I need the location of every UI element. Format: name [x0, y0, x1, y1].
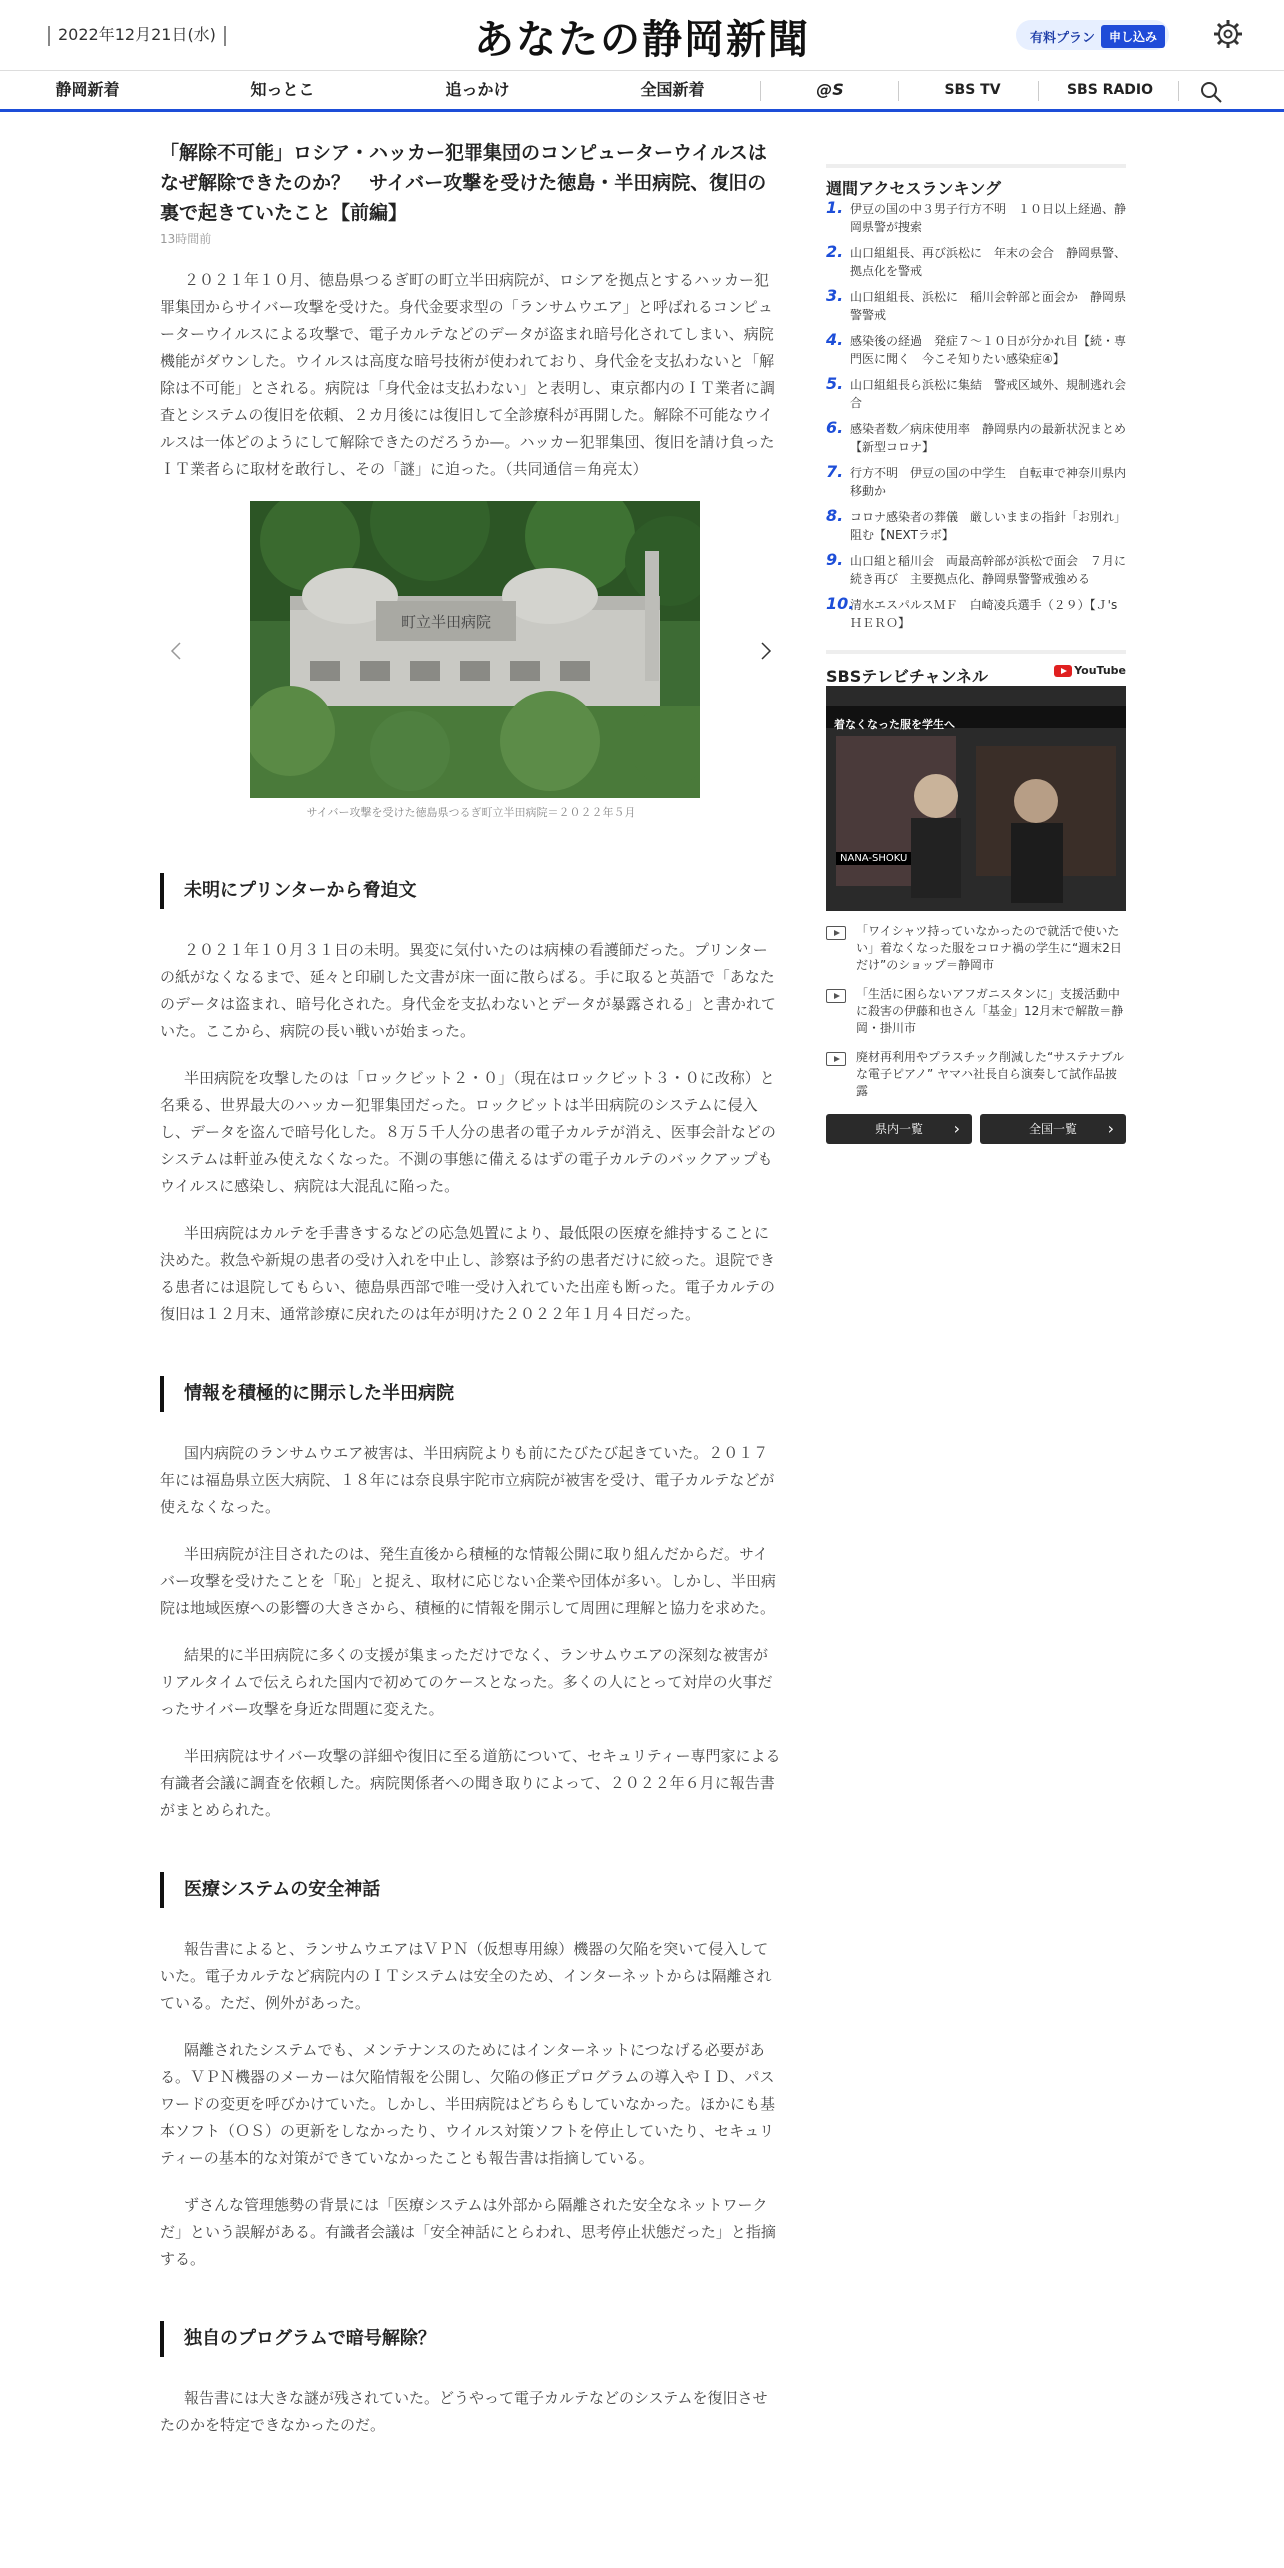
ranking-item[interactable]	[826, 552, 1126, 588]
article-paragraph: ずさんな管理態勢の背景には「医療システムは外部から隔離された安全なネットワークだ」という誤解がある。有識者会議は「安全神話にとらわれ、思考停止状態だった」と指摘する。	[160, 2196, 776, 2268]
ranking-item[interactable]	[826, 288, 1126, 324]
nav-divider	[1038, 81, 1039, 101]
site-logo[interactable]: あなたの静岡新聞	[474, 16, 810, 63]
ranking-item[interactable]	[826, 420, 1126, 456]
main-nav	[0, 70, 1284, 112]
article-paragraph: 半田病院はカルテを手書きするなどの応急処置により、最低限の医療を維持することに決めた。救急や新規の患者の受け入れを中止し、診察は予約の患者だけに絞った。退院できる患者には退院してもらい、徳島県西部で唯一受け入れていた出産も断った。電子カルテの復旧は１２月末、通常診療に戻れたのは年が明けた２０２２年１月４日だった。	[160, 1224, 776, 1323]
ranking-item[interactable]	[826, 594, 1130, 632]
ranking-item[interactable]	[826, 332, 1126, 368]
youtube-label: YouTube	[1074, 664, 1126, 677]
ranking-item-text[interactable]: 伊豆の国の中３男子行方不明 １０日以上経過、静岡県警が捜索	[850, 202, 1127, 234]
article-headline: 「解除不可能」ロシア・ハッカー犯罪集団のコンピューターウイルスはなぜ解除できたのか？ サイバー攻撃を受けた徳島・半田病院、復旧の裏で起きていたこと【前編】	[160, 142, 767, 224]
ranking-number: 6.	[826, 418, 844, 437]
ranking-item-text[interactable]: 山口組組長、浜松に 稲川会幹部と面会か 静岡県警警戒	[850, 290, 1127, 322]
ranking-number: 8.	[826, 506, 844, 525]
section-heading: 情報を積極的に開示した半田病院	[160, 1376, 782, 1412]
ranking-item-text[interactable]: 感染後の経過 発症７～１０日が分かれ目【続・専門医に聞く 今こそ知りたい感染症④】	[850, 334, 1127, 366]
video-list-item[interactable]	[826, 1049, 1126, 1100]
hospital-photo	[250, 501, 700, 798]
article-paragraph: ２０２１年１０月３１日の未明。異変に気付いたのは病棟の看護師だった。プリンターの紙がなくなるまで、延々と印刷した文書が床一面に散らばる。手に取ると英語で「あなたのデータは盗まれ、暗号化された。身代金を支払わないとデータが暴露される」と書かれていた。ここから、病院の長い戦いが始まった。	[160, 941, 776, 1040]
article-time: 13時間前	[160, 232, 212, 246]
article-paragraph: 国内病院のランサムウエア被害は、半田病院よりも前にたびたび起きていた。２０１７年には福島県立医大病院、１８年には奈良県宇陀市立病院が被害を受け、電子カルテなどが使えなくなった。	[160, 1444, 775, 1516]
ranking-item-text[interactable]: コロナ感染者の葬儀 厳しいままの指針「お別れ」阻む【NEXTラボ】	[850, 510, 1127, 542]
photo-caption: サイバー攻撃を受けた徳島県つるぎ町立半田病院＝２０２２年５月	[306, 806, 636, 819]
video-list-item[interactable]	[826, 923, 1126, 974]
ranking-item[interactable]	[826, 508, 1126, 544]
video-icon	[826, 926, 846, 940]
ranking-title: 週間アクセスランキング	[826, 164, 1126, 200]
article-paragraph: 半田病院を攻撃したのは「ロックビット２・０」（現在はロックビット３・０に改称）と名乗る、世界最大のハッカー犯罪集団だった。ロックビットは半田病院のシステムに侵入し、データを盗んで暗号化した。８万５千人分の患者の電子カルテが消え、医事会計などのシステムは軒並み使えなくなった。不測の事態に備えるはずの電子カルテのバックアップもウイルスに感染し、病院は大混乱に陥った。	[160, 1069, 776, 1195]
nav-divider	[898, 81, 899, 101]
nav-national-new[interactable]: 全国新着	[640, 80, 705, 99]
header-date: 2022年12月21日(水)	[40, 22, 234, 46]
ranking-list	[826, 198, 1130, 632]
video-item-text[interactable]: 「生活に困らないアフガニスタンに」支援活動中に殺害の伊藤和也さん「基金」12月末で解散＝静岡・掛川市	[856, 987, 1124, 1035]
section-heading: 医療システムの安全神話	[160, 1872, 782, 1908]
video-player[interactable]	[826, 686, 1126, 911]
local-list-button[interactable]: 県内一覧 ›	[826, 1114, 972, 1144]
video-item-text[interactable]: 「ワイシャツ持っていなかったので就活で使いたい」着なくなった服をコロナ禍の学生に“週末2日だけ”のショップ＝静岡市	[856, 924, 1122, 972]
article-paragraph: 結果的に半田病院に多くの支援が集まっただけでなく、ランサムウエアの深刻な被害がリアルタイムで伝えられた国内で初めてのケースとなった。多くの人にとって対岸の火事だったサイバー攻撃を身近な問題に変えた。	[160, 1646, 773, 1718]
youtube-icon	[1054, 665, 1072, 677]
ranking-number: 9.	[826, 550, 844, 569]
ranking-item[interactable]	[826, 376, 1126, 412]
video-sub-label: NANA-SHOKU	[836, 852, 911, 865]
ranking-number: 1.	[826, 198, 844, 217]
chevron-left-icon[interactable]	[166, 641, 186, 661]
ranking-number: 3.	[826, 286, 844, 305]
ranking-item-text[interactable]: 清水エスパルスＭＦ 白崎凌兵選手（２９）【Ｊ's ＨＥＲＯ】	[850, 598, 1130, 630]
search-icon[interactable]	[1198, 79, 1224, 105]
gear-icon[interactable]	[1212, 18, 1244, 50]
ranking-item-text[interactable]: 行方不明 伊豆の国の中学生 自転車で神奈川県内移動か	[850, 466, 1127, 498]
nav-okkake[interactable]: 追っかけ	[445, 80, 510, 99]
video-caption: 着なくなった服を学生へ	[834, 718, 955, 731]
ranking-number: 4.	[826, 330, 844, 349]
ranking-number: 5.	[826, 374, 844, 393]
sidebar	[826, 164, 1130, 1146]
ranking-item-text[interactable]: 山口組組長、再び浜松に 年末の会合 静岡県警、拠点化を警戒	[850, 246, 1127, 278]
article-paragraph: 半田病院が注目されたのは、発生直後から積極的な情報公開に取り組んだからだ。サイバー攻撃を受けたことを「恥」と捉え、取材に応じない企業や団体が多い。しかし、半田病院は地域医療への影響の大きさから、積極的に情報を開示して周囲に理解と協力を求めた。	[160, 1545, 776, 1617]
youtube-link[interactable]	[1054, 664, 1126, 677]
tv-channel-title: SBSテレビチャンネル	[826, 667, 988, 686]
site-header	[0, 0, 1284, 70]
ranking-number: 10.	[826, 594, 855, 613]
nav-divider	[760, 81, 761, 101]
ranking-item-text[interactable]: 山口組と稲川会 両最高幹部が浜松で面会 ７月に続き再び 主要拠点化、静岡県警警戒強める	[850, 554, 1127, 586]
subscribe-button[interactable]: 申し込み	[1101, 25, 1165, 48]
video-item-text[interactable]: 廃材再利用やプラスチック削減した“サステナブルな電子ピアノ” ヤマハ社長自ら演奏して試作品披露	[856, 1050, 1125, 1098]
national-list-button[interactable]: 全国一覧 ›	[980, 1114, 1126, 1144]
ranking-item[interactable]	[826, 244, 1126, 280]
ranking-item-text[interactable]: 山口組組長ら浜松に集結 警戒区域外、規制逃れ会合	[850, 378, 1127, 410]
nav-sbs-radio[interactable]: SBS RADIO	[1066, 82, 1154, 98]
article-paragraph: 報告書によると、ランサムウエアはＶＰＮ（仮想専用線）機器の欠陥を突いて侵入していた。電子カルテなど病院内のＩＴシステムは安全のため、インターネットからは隔離されている。ただ、例外があった。	[160, 1940, 772, 2012]
list-buttons	[826, 1114, 1126, 1146]
ranking-item[interactable]	[826, 200, 1126, 236]
nav-sbs-tv[interactable]: SBS TV	[944, 82, 1001, 98]
tv-channel-header	[826, 650, 1126, 686]
chevron-right-icon[interactable]	[756, 641, 776, 661]
ranking-number: 2.	[826, 242, 844, 261]
nav-divider	[1178, 81, 1179, 101]
article-paragraph: 隔離されたシステムでも、メンテナンスのためにはインターネットにつなげる必要がある。ＶＰＮ機器のメーカーは欠陥情報を公開し、欠陥の修正プログラムの導入やＩＤ、パスワードの変更を呼びかけていた。しかし、半田病院はどちらもしていなかった。ほかにも基本ソフト（ＯＳ）の更新をしなかったり、ウイルス対策ソフトを停止していたり、セキュリティーの基本的な対策ができていなかったことも報告書は指摘している。	[160, 2041, 776, 2167]
article-paragraph: 報告書には大きな謎が残されていた。どうやって電子カルテなどのシステムを復旧させたのかを特定できなかったのだ。	[160, 2389, 768, 2434]
nav-at-s[interactable]: @S	[816, 80, 844, 99]
article	[160, 138, 782, 2439]
paid-plan-banner[interactable]	[1016, 20, 1169, 50]
nav-shizuoka-new[interactable]: 静岡新着	[55, 80, 120, 99]
ranking-number: 7.	[826, 462, 844, 481]
article-lead: ２０２１年１０月、徳島県つるぎ町の町立半田病院が、ロシアを拠点とするハッカー犯罪集団からサイバー攻撃を受けた。身代金要求型の「ランサムウエア」と呼ばれるコンピューターウイルスによる攻撃で、電子カルテなどのデータが盗まれ暗号化されてしまい、病院機能がダウンした。ウイルスは高度な暗号技術が使われており、身代金を支払わないと「解除は不可能」とされる。病院は「身代金は支払わない」と表明し、東京都内のＩＴ業者に調査とシステムの復旧を依頼、２カ月後には復旧して全診療科が再開した。解除不可能なウイルスは一体どのようにして解除できたのだろうか—。ハッカー犯罪集団、復旧を請け負ったＩＴ業者らに取材を敢行し、その「謎」に迫った。（共同通信＝角亮太）	[160, 271, 776, 478]
video-list-item[interactable]	[826, 986, 1126, 1037]
ranking-item[interactable]	[826, 464, 1126, 500]
video-icon	[826, 989, 846, 1003]
article-paragraph: 半田病院はサイバー攻撃の詳細や復旧に至る道筋について、セキュリティー専門家による有識者会議に調査を依頼した。病院関係者への聞き取りによって、２０２２年６月に報告書がまとめられた。	[160, 1747, 781, 1819]
video-icon	[826, 1052, 846, 1066]
nav-shittoko[interactable]: 知っとこ	[250, 80, 315, 99]
photo-carousel	[160, 501, 782, 831]
ranking-item-text[interactable]: 感染者数／病床使用率 静岡県内の最新状況まとめ【新型コロナ】	[850, 422, 1127, 454]
section-heading: 独自のプログラムで暗号解除？	[160, 2321, 782, 2357]
paid-plan-label: 有料プラン	[1030, 31, 1096, 46]
section-heading: 未明にプリンターから脅迫文	[160, 873, 782, 909]
photo-sign-text: 町立半田病院	[400, 613, 492, 631]
